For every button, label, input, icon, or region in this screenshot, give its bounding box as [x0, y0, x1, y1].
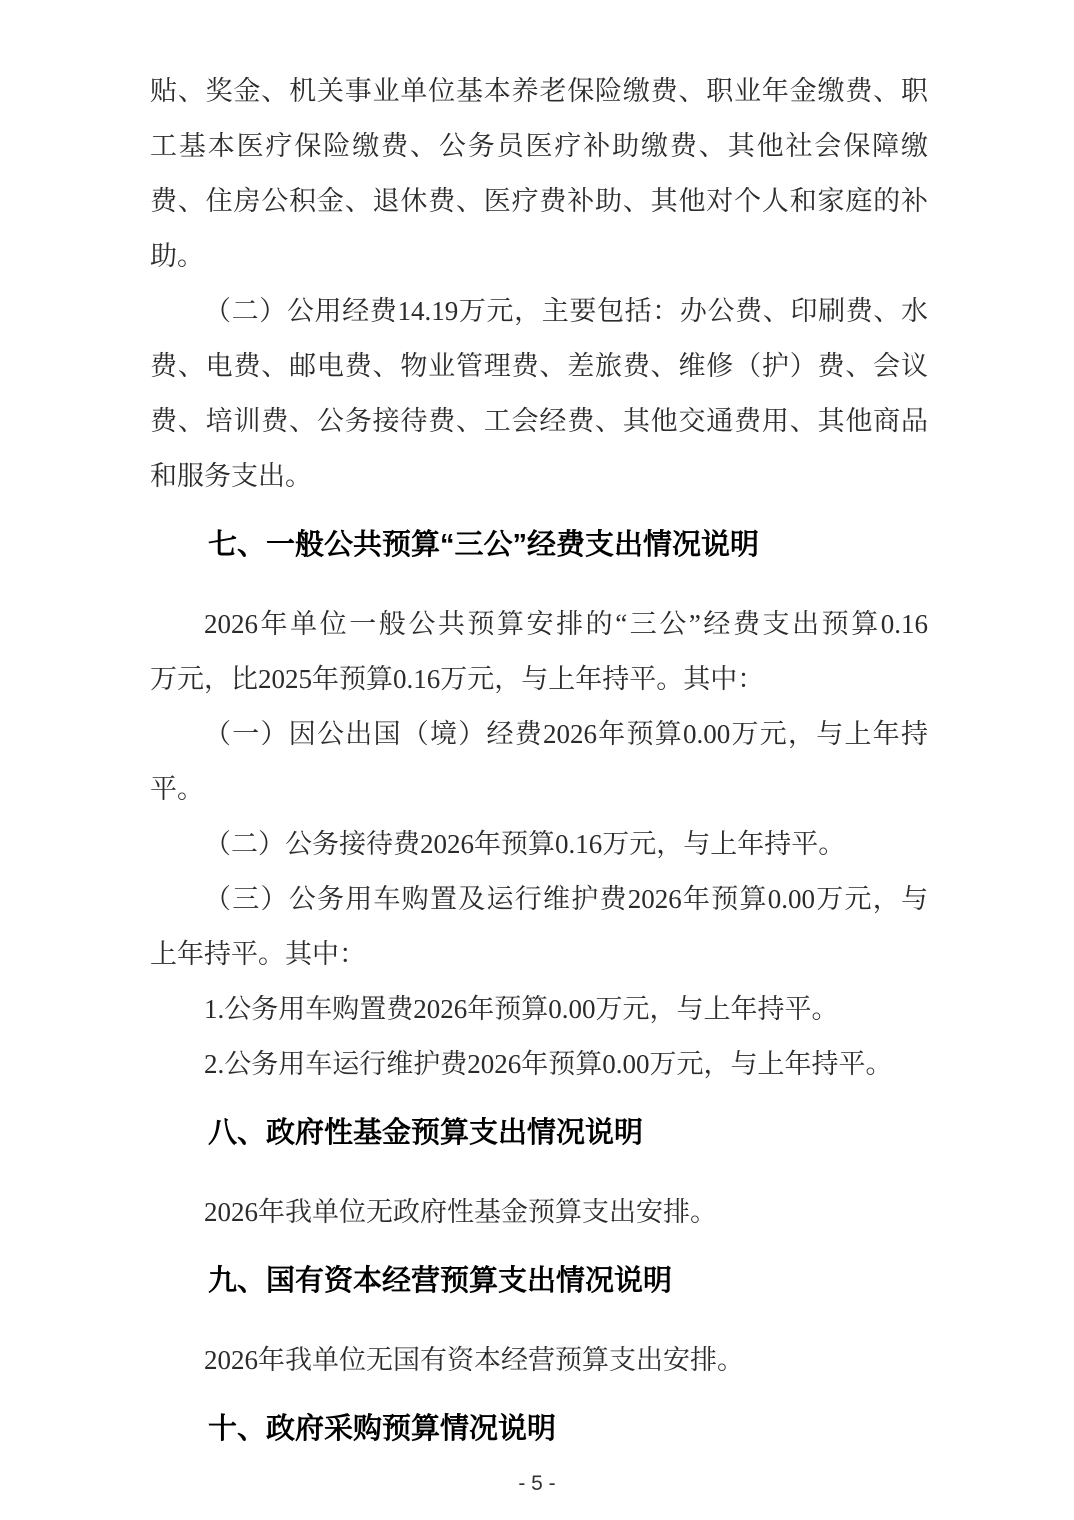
section-heading-nine: 九、国有资本经营预算支出情况说明 — [208, 1265, 673, 1297]
paragraph-line: 上年持平。其中： — [150, 939, 366, 969]
paragraph-line: 费、电费、邮电费、物业管理费、差旅费、维修（护）费、会议 — [150, 351, 928, 381]
body-paragraph — [150, 817, 928, 872]
section-heading-eight: 八、政府性基金预算支出情况说明 — [208, 1117, 644, 1149]
paragraph-line: 和服务支出。 — [150, 461, 312, 491]
paragraph-line: 贴、奖金、机关事业单位基本养老保险缴费、职业年金缴费、职 — [150, 76, 928, 106]
paragraph-line: 1.公务用车购置费2026年预算0.00万元，与上年持平。 — [204, 994, 839, 1024]
body-paragraph — [150, 707, 928, 817]
body-paragraph — [150, 64, 928, 284]
paragraph-line: （二）公务接待费2026年预算0.16万元，与上年持平。 — [204, 829, 846, 859]
paragraph-line: 2026年我单位无政府性基金预算支出安排。 — [204, 1197, 717, 1227]
paragraph-line: 工基本医疗保险缴费、公务员医疗补助缴费、其他社会保障缴 — [150, 131, 928, 161]
paragraph-line: 助。 — [150, 241, 204, 271]
paragraph-line: 万元，比2025年预算0.16万元，与上年持平。其中： — [150, 664, 765, 694]
paragraph-line: 2026年我单位无国有资本经营预算支出安排。 — [204, 1345, 744, 1375]
body-paragraph — [150, 597, 928, 707]
paragraph-line: 2.公务用车运行维护费2026年预算0.00万元，与上年持平。 — [204, 1049, 893, 1079]
paragraph-line: （三）公务用车购置及运行维护费2026年预算0.00万元，与 — [204, 884, 928, 914]
body-paragraph — [150, 872, 928, 982]
body-paragraph — [150, 982, 928, 1037]
paragraph-line: 平。 — [150, 774, 204, 804]
body-paragraph — [150, 1037, 928, 1092]
body-paragraph — [150, 1185, 928, 1240]
body-paragraph — [150, 1333, 928, 1388]
paragraph-line: 2026年单位一般公共预算安排的“三公”经费支出预算0.16 — [204, 609, 928, 639]
page-footer — [0, 1472, 1074, 1496]
section-heading-ten: 十、政府采购预算情况说明 — [208, 1413, 557, 1445]
document-content — [150, 64, 928, 1481]
section-heading-seven: 七、一般公共预算“三公”经费支出情况说明 — [208, 529, 760, 561]
paragraph-line: （一）因公出国（境）经费2026年预算0.00万元，与上年持 — [204, 719, 928, 749]
paragraph-line: 费、住房公积金、退休费、医疗费补助、其他对个人和家庭的补 — [150, 186, 928, 216]
paragraph-line: 费、培训费、公务接待费、工会经费、其他交通费用、其他商品 — [150, 406, 928, 436]
paragraph-line: （二）公用经费14.19万元，主要包括：办公费、印刷费、水 — [204, 296, 928, 326]
page-number: - 5 - — [518, 1472, 556, 1495]
body-paragraph — [150, 284, 928, 504]
